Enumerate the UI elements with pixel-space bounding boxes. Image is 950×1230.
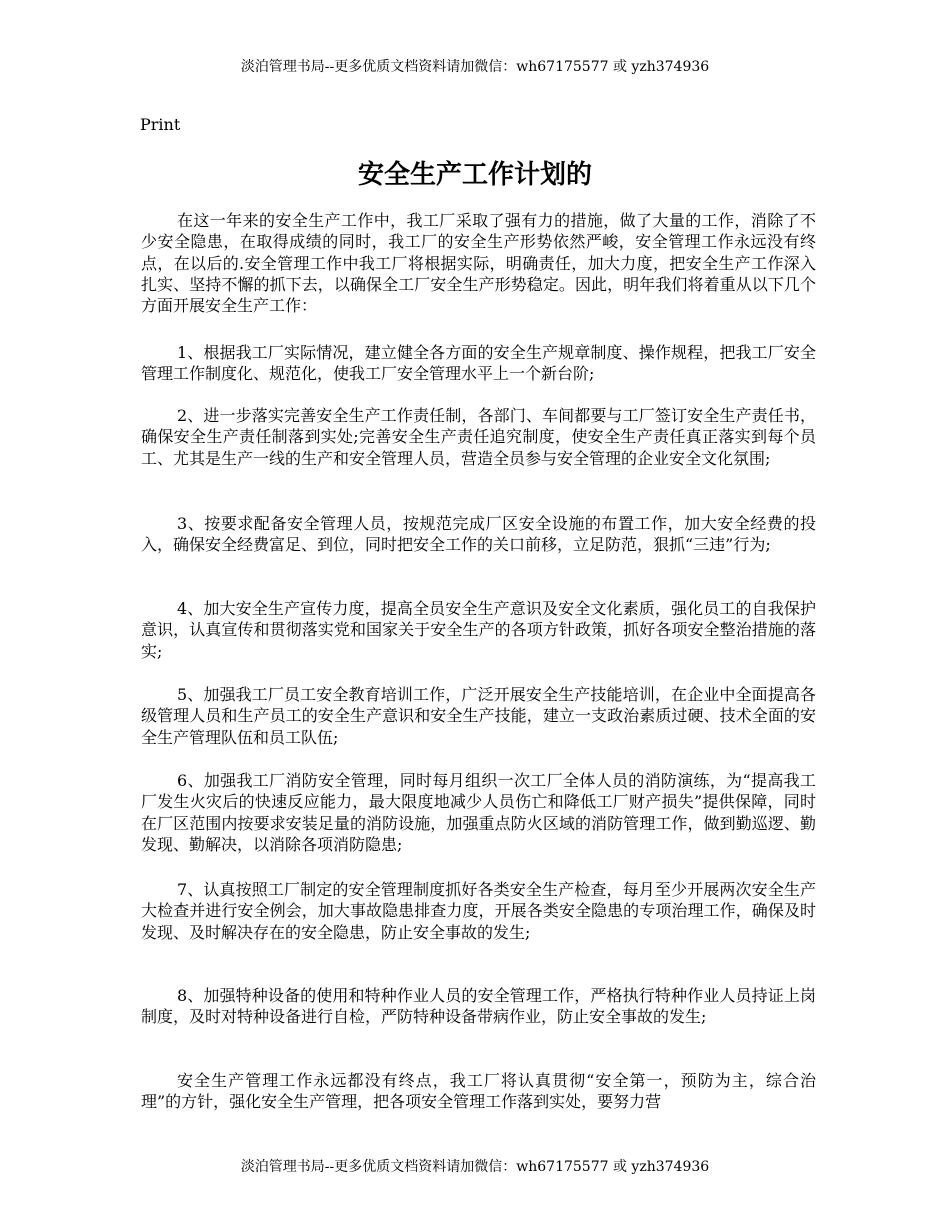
document-title: 安全生产工作计划的 [357, 160, 592, 190]
paragraph-item-8: 8、加强特种设备的使用和特种作业人员的安全管理工作，严格执行特种作业人员持证上岗制度，及时对特种设备进行自检，严防特种设备带病作业，防止安全事故的发生; [141, 986, 816, 1027]
paragraph-item-6: 6、加强我工厂消防安全管理，同时每月组织一次工厂全体人员的消防演练，为“提高我工厂发生火灾后的快速反应能力，最大限度地减少人员伤亡和降低工厂财产损失”提供保障，同时在厂区范围内按要求安装足量的消防设施，加强重点防火区域的消防管理工作，做到勤巡逻、勤发现、勤解决，以消除各项消防隐患; [141, 771, 816, 854]
paragraph-item-1: 1、根据我工厂实际情况，建立健全各方面的安全生产规章制度、操作规程，把我工厂安全管理工作制度化、规范化，使我工厂安全管理水平上一个新台阶; [141, 343, 816, 384]
print-label: Print [140, 115, 181, 134]
paragraph-conclusion: 安全生产管理工作永远都没有终点，我工厂将认真贯彻“安全第一，预防为主，综合治理”的方针，强化安全生产管理，把各项安全管理工作落到实处，要努力营 [141, 1071, 816, 1112]
paragraph-intro: 在这一年来的安全生产工作中，我工厂采取了强有力的措施，做了大量的工作，消除了不少安全隐患，在取得成绩的同时，我工厂的安全生产形势依然严峻，安全管理工作永远没有终点，在以后的.安全管理工作中我工厂将根据实际，明确责任，加大力度，把安全生产工作深入扎实、坚持不懈的抓下去，以确保全工厂安全生产形势稳定。因此，明年我们将着重从以下几个方面开展安全生产工作： [141, 211, 816, 316]
paragraph-item-4: 4、加大安全生产宣传力度，提高全员安全生产意识及安全文化素质，强化员工的自我保护意识，认真宣传和贯彻落实党和国家关于安全生产的各项方针政策，抓好各项安全整治措施的落实; [141, 599, 816, 661]
page-header: 淡泊管理书局--更多优质文档资料请加微信：wh67175577 或 yzh374936 [240, 59, 710, 75]
page-footer: 淡泊管理书局--更多优质文档资料请加微信：wh67175577 或 yzh374936 [240, 1159, 710, 1175]
paragraph-item-7: 7、认真按照工厂制定的安全管理制度抓好各类安全生产检查，每月至少开展两次安全生产大检查并进行安全例会，加大事故隐患排查力度，开展各类安全隐患的专项治理工作，确保及时发现、及时解决存在的安全隐患，防止安全事故的发生; [141, 880, 816, 942]
paragraph-item-2: 2、进一步落实完善安全生产工作责任制，各部门、车间都要与工厂签订安全生产责任书，确保安全生产责任制落到实处;完善安全生产责任追究制度，使安全生产责任真正落实到每个员工、尤其是生产一线的生产和安全管理人员，营造全员参与安全管理的企业安全文化氛围; [141, 406, 816, 468]
paragraph-item-3: 3、按要求配备安全管理人员，按规范完成厂区安全设施的布置工作，加大安全经费的投入，确保安全经费富足、到位，同时把安全工作的关口前移，立足防范，狠抓“三违”行为; [141, 514, 816, 555]
paragraph-item-5: 5、加强我工厂员工安全教育培训工作，广泛开展安全生产技能培训，在企业中全面提高各级管理人员和生产员工的安全生产意识和安全生产技能，建立一支政治素质过硬、技术全面的安全生产管理队伍和员工队伍; [141, 685, 816, 747]
